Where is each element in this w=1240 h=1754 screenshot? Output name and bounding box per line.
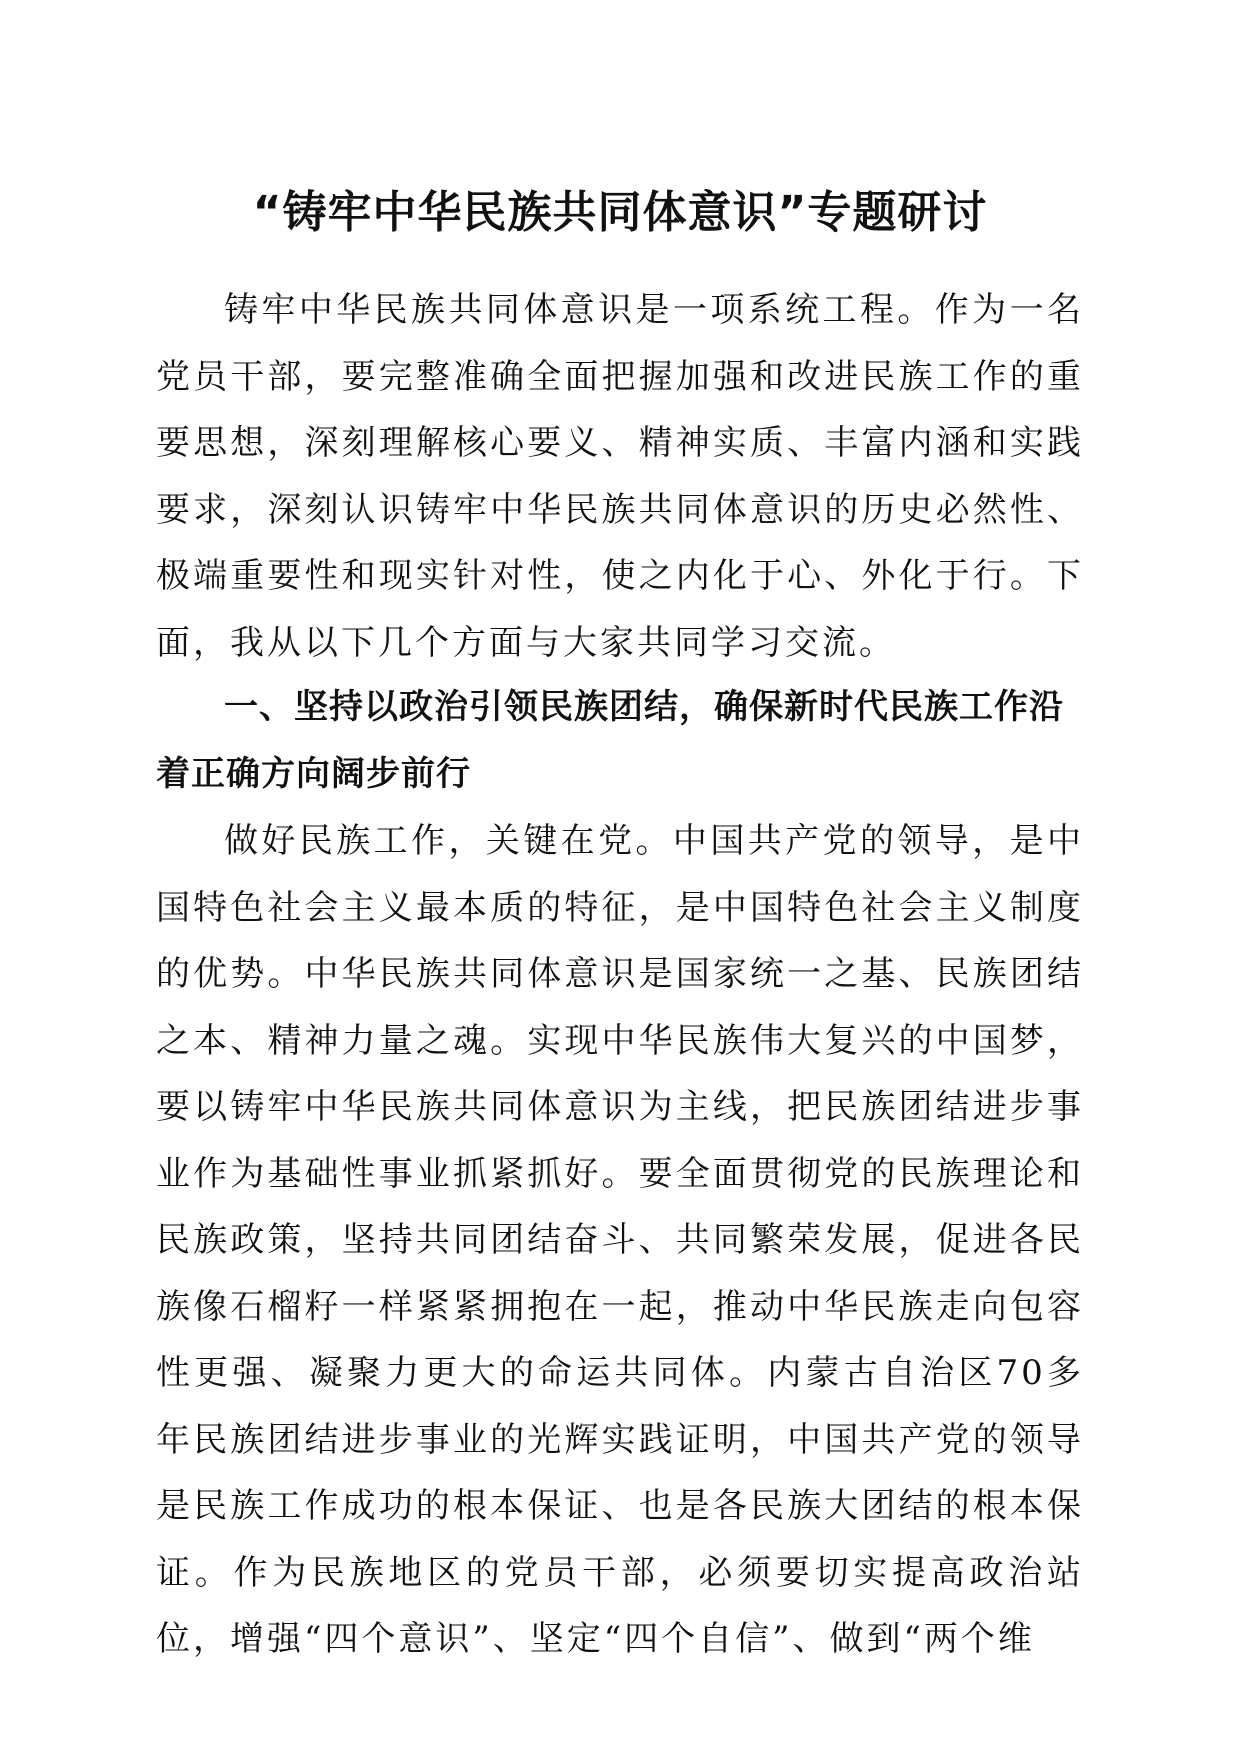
intro-paragraph: 铸牢中华民族共同体意识是一项系统工程。作为一名党员干部，要完整准确全面把握加强和改进民族工作的重要思想，深刻理解核心要义、精神实质、丰富内涵和实践要求，深刻认识铸牢中华民族共同体意识的历史必然性、极端重要性和现实针对性，使之内化于心、外化于行。下面，我从以下几个方面与大家共同学习交流。 <box>156 290 1084 663</box>
section-heading-1: 一、坚持以政治引领民族团结，确保新时代民族工作沿着正确方向阔步前行 <box>156 687 1064 794</box>
section-1-paragraph: 做好民族工作，关键在党。中国共产党的领导，是中国特色社会主义最本质的特征，是中国特色社会主义制度的优势。中华民族共同体意识是国家统一之基、民族团结之本、精神力量之魂。实现中华民族伟大复兴的中国梦，要以铸牢中华民族共同体意识为主线，把民族团结进步事业作为基础性事业抓紧抓好。要全面贯彻党的民族理论和民族政策，坚持共同团结奋斗、共同繁荣发展，促进各民族像石榴籽一样紧紧拥抱在一起，推动中华民族走向包容性更强、凝聚力更大的命运共同体。内蒙古自治区70多年民族团结进步事业的光辉实践证明，中国共产党的领导是民族工作成功的根本保证、也是各民族大团结的根本保证。作为民族地区的党员干部，必须要切实提高政治站位，增强“四个意识”、坚定“四个自信”、做到“两个维 <box>156 821 1084 1659</box>
document-title: “铸牢中华民族共同体意识”专题研讨 <box>252 187 988 238</box>
